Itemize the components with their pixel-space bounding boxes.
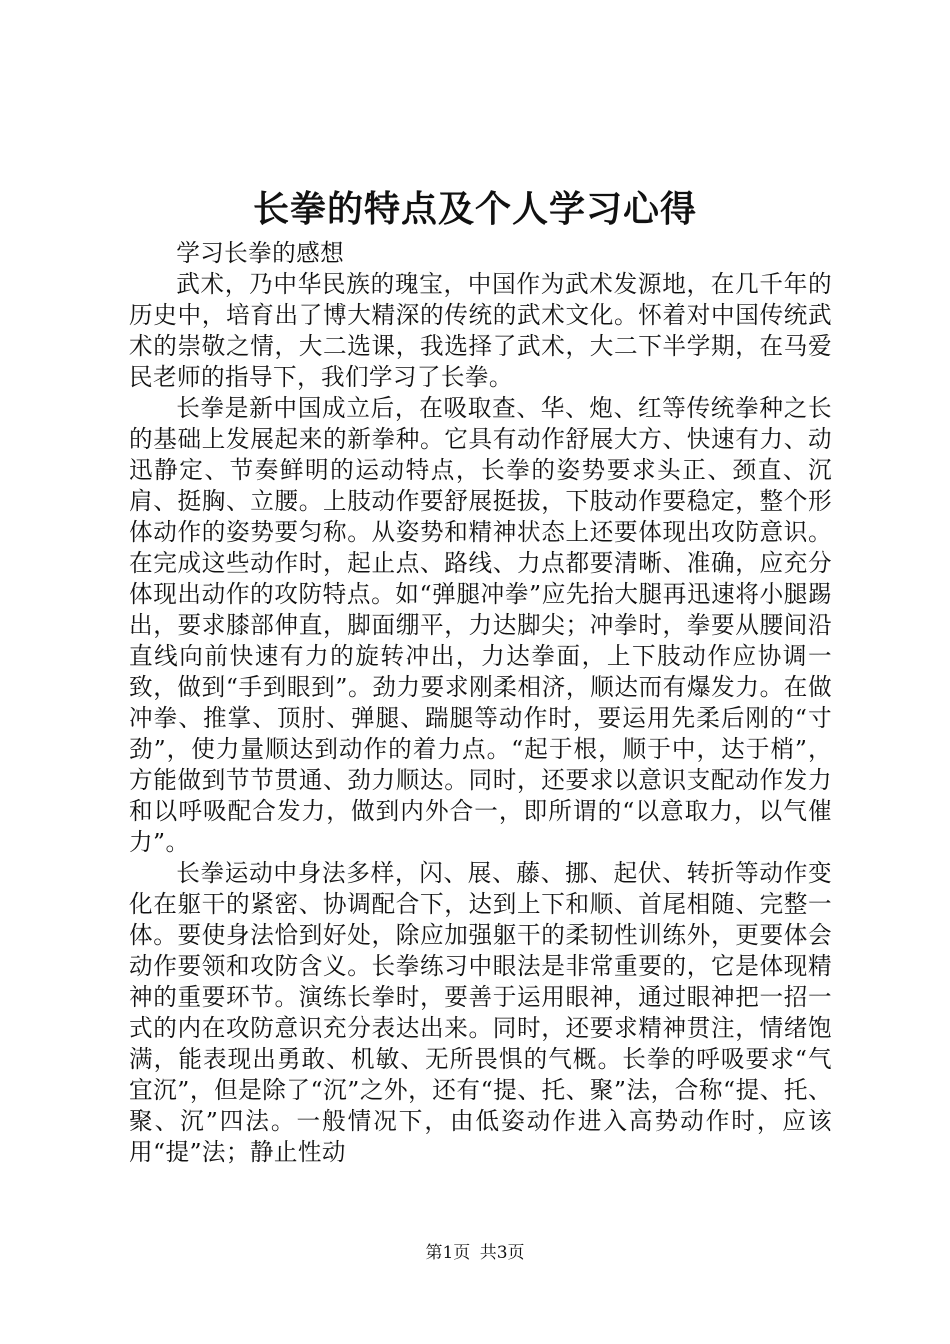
section-subtitle: 学习长拳的感想 <box>176 239 345 267</box>
paragraph-1: 武术，乃中华民族的瑰宝，中国作为武术发源地，在几千年的历史中，培育出了博大精深的传统的武术文化。怀着对中国传统武术的崇敬之情，大二选课，我选择了武术，大二下半学期，在马爱民老师的指导下，我们学习了长拳。 <box>129 270 832 391</box>
page-total: 共3页 <box>479 1243 525 1263</box>
document-title: 长拳的特点及个人学习心得 <box>252 188 697 230</box>
page-number: 第1页 <box>425 1243 471 1263</box>
document-body <box>129 238 832 1168</box>
paragraph-3: 长拳运动中身法多样，闪、展、藤、挪、起伏、转折等动作变化在躯干的紧密、协调配合下，达到上下和顺、首尾相随、完整一体。要使身法恰到好处，除应加强躯干的柔韧性训练外，更要体会动作要领和攻防含义。长拳练习中眼法是非常重要的，它是体现精神的重要环节。演练长拳时，要善于运用眼神，通过眼神把一招一式的内在攻防意识充分表达出来。同时，还要求精神贯注，情绪饱满，能表现出勇敢、机敏、无所畏惧的气概。长拳的呼吸要求“气宜沉”，但是除了“沉”之外，还有“提、托、聚”法，合称“提、托、聚、沉”四法。一般情况下，由低姿动作进入高势动作时，应该用“提”法；静止性动 <box>129 859 832 1166</box>
page-footer <box>0 1241 950 1265</box>
paragraph-2: 长拳是新中国成立后，在吸取查、华、炮、红等传统拳种之长的基础上发展起来的新拳种。它具有动作舒展大方、快速有力、动迅静定、节奏鲜明的运动特点，长拳的姿势要求头正、颈直、沉肩、挺胸、立腰。上肢动作要舒展挺拔，下肢动作要稳定，整个形体动作的姿势要匀称。从姿势和精神状态上还要体现出攻防意识。在完成这些动作时，起止点、路线、力点都要清晰、准确，应充分体现出动作的攻防特点。如“弹腿冲拳”应先抬大腿再迅速将小腿踢出，要求膝部伸直，脚面绷平，力达脚尖；冲拳时，拳要从腰间沿直线向前快速有力的旋转冲出，力达拳面，上下肢动作应协调一致，做到“手到眼到”。劲力要求刚柔相济，顺达而有爆发力。在做冲拳、推掌、顶肘、弹腿、踹腿等动作时，要运用先柔后刚的“寸劲”，使力量顺达到动作的着力点。“起于根，顺于中，达于梢”，方能做到节节贯通、劲力顺达。同时，还要求以意识支配动作发力和以呼吸配合发力，做到内外合一，即所谓的“以意取力，以气催力”。 <box>129 394 832 856</box>
